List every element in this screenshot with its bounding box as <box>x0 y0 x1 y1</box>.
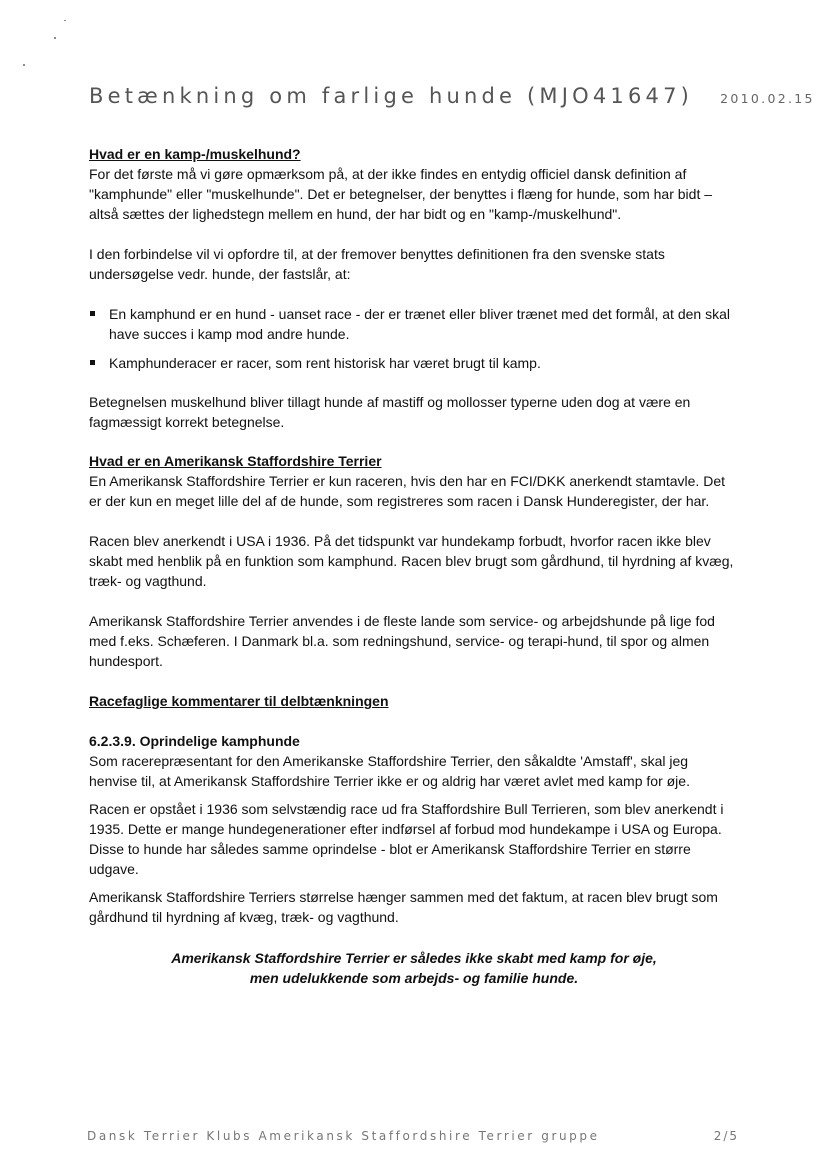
paragraph: Betegnelsen muskelhund bliver tillagt hunde af mastiff og mollosser typerne uden dog at være en fagmæssigt korrekt betegnelse. <box>89 394 691 430</box>
page-number: 2/5 <box>713 1129 739 1143</box>
section-heading-racefaglige: Racefaglige kommentarer til delbtænkningen <box>89 693 389 709</box>
list-item: Kamphunderacer er racer, som rent historisk har været brugt til kamp. <box>89 353 739 373</box>
paragraph: I den forbindelse vil vi opfordre til, at der fremover benyttes definitionen fra den svenske stats undersøgelse vedr. hunde, der fastslår, at: <box>89 246 665 282</box>
footer-organization: Dansk Terrier Klubs Amerikansk Staffordshire Terrier gruppe <box>87 1129 600 1143</box>
section-heading-amstaff: Hvad er en Amerikansk Staffordshire Terrier <box>89 453 382 469</box>
document-title: Betænkning om farlige hunde (MJO41647) <box>89 84 694 108</box>
document-footer <box>87 1129 739 1143</box>
conclusion-line: men udelukkende som arbejds- og familie hunde. <box>249 970 579 986</box>
scan-speck <box>54 37 56 39</box>
paragraph: En Amerikansk Staffordshire Terrier er kun raceren, hvis den har en FCI/DKK anerkendt stamtavle. Det er der kun en meget lille del af de hunde, som registreres som racen i Dansk Hunderegister, der har. <box>89 473 725 509</box>
paragraph: For det første må vi gøre opmærksom på, at der ikke findes en entydig officiel dansk definition af "kamphunde" eller "muskelhunde". Det er betegnelser, der benyttes i flæng for hunde, som har bidt – altså sættes der lighedstegn mellem en hund, der har bidt og en "kamp-/muskelhund". <box>89 166 713 222</box>
paragraph: Racen er opstået i 1936 som selvstændig race ud fra Staffordshire Bull Terrieren, som blev anerkendt i 1935. Dette er mange hundegenerationer efter indførsel af forbud mod hundekampe i USA og Europa. Disse to hunde har således samme oprindelse - blot er Amerikansk Staffordshire Terrier en større udgave. <box>89 801 724 877</box>
definition-list <box>89 304 739 373</box>
paragraph: Amerikansk Staffordshire Terrier anvendes i de fleste lande som service- og arbejdshunde på lige fod med f.eks. Schæferen. I Danmark bl.a. som redningshund, service- og terapi-hund, til spor og almen hundesport. <box>89 613 715 669</box>
paragraph: Racen blev anerkendt i USA i 1936. På det tidspunkt var hundekamp forbudt, hvorfor racen ikke blev skabt med henblik på en funktion som kamphund. Racen blev brugt som gårdhund, til hyrdning af kvæg, træk- og vagthund. <box>89 533 734 589</box>
paragraph: Amerikansk Staffordshire Terriers størrelse hænger sammen med det faktum, at racen blev brugt som gårdhund til hyrdning af kvæg, træk- og vagthund. <box>89 889 718 925</box>
scan-speck <box>23 64 25 66</box>
scan-speck <box>64 20 66 21</box>
section-heading-kamp-muskelhund: Hvad er en kamp-/muskelhund? <box>89 146 301 162</box>
document-date: 2010.02.15 <box>720 91 815 106</box>
document-body <box>89 144 739 988</box>
subsection-heading: 6.2.3.9. Oprindelige kamphunde <box>89 733 300 749</box>
document-header <box>89 84 815 108</box>
paragraph: Som racerepræsentant for den Amerikanske Staffordshire Terrier, den såkaldte 'Amstaff', skal jeg henvise til, at Amerikansk Staffordshire Terrier ikke er og aldrig har været avlet med kamp for øje. <box>89 753 690 789</box>
conclusion-line: Amerikansk Staffordshire Terrier er således ikke skabt med kamp for øje, <box>171 950 657 966</box>
list-item: En kamphund er en hund - uanset race - der er trænet eller bliver trænet med det formål, at den skal have succes i kamp mod andre hunde. <box>89 304 739 344</box>
conclusion-statement <box>89 948 739 988</box>
